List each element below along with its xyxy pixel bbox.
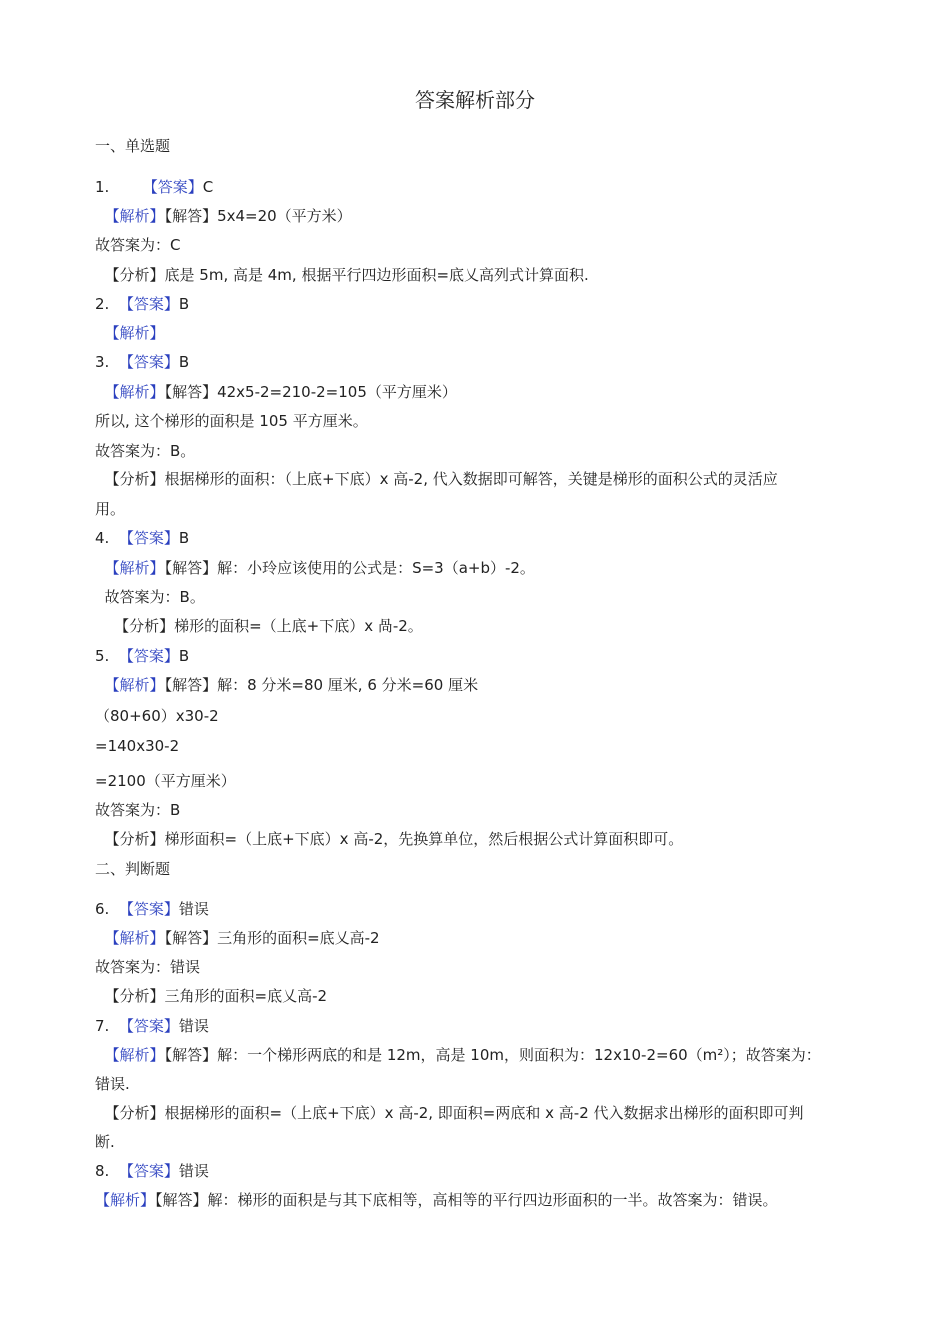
line-text: 4. [95,529,119,547]
answer-tag: 【解析】 [104,324,165,342]
answer-tag: 【答案】 [118,529,179,547]
line-content: 错误 [178,900,209,918]
line-text: =2100（平方厘米） [95,772,236,790]
text-line [95,706,219,726]
answer-tag: 【答案】 [118,353,179,371]
line-text: 所以, 这个梯形的面积是 105 平方厘米。 [95,412,368,430]
text-line [95,265,589,285]
answer-tag: 【解析】 [104,559,165,577]
line-content: B [178,529,190,547]
line-text: 故答案为：B。 [95,442,196,460]
line-text: 【分析】梯形面积=（上底+下底）x 高-2，先换算单位，然后根据公式计算面积即可。 [95,830,684,848]
answer-tag: 【解析】 [104,383,165,401]
text-line [95,957,200,977]
line-content: C [202,178,214,196]
line-text: 【分析】三角形的面积=底乂高-2 [95,987,328,1005]
line-content: 【解答】解：8 分米=80 厘米, 6 分米=60 厘米 [164,676,479,694]
answer-tag: 【解析】 [104,207,165,225]
answer-tag: 【答案】 [118,1162,179,1180]
answer-tag: 【解析】 [95,1191,156,1209]
text-line [95,469,778,489]
text-line [95,928,380,948]
line-content: 【解答】三角形的面积=底乂高-2 [164,929,380,947]
line-text: 故答案为：B [95,801,181,819]
text-line [95,1132,115,1152]
line-text [95,676,105,694]
text-line [95,136,170,156]
line-content: 【解答】5x4=20（平方米） [164,207,352,225]
text-line [95,411,368,431]
line-text: 二、判断题 [95,860,171,878]
answer-tag: 【答案】 [118,295,179,313]
line-text [95,559,105,577]
answer-tag: 【答案】 [142,178,203,196]
line-text [95,1046,105,1064]
line-text: 一、单选题 [95,137,171,155]
text-line [95,587,205,607]
line-text: 【分析】梯形的面积=（上底+下底）x 咼-2。 [95,617,423,635]
answer-tag: 【答案】 [118,647,179,665]
text-line [95,829,683,849]
text-line [95,528,189,548]
text-line [95,499,125,519]
line-text: 3. [95,353,119,371]
line-text [95,929,105,947]
text-line [95,441,195,461]
text-line [95,1103,804,1123]
line-text: 【分析】底是 5m, 高是 4m, 根据平行四边形面积=底乂高列式计算面积. [95,266,589,284]
answer-tag: 【解析】 [104,676,165,694]
answer-tag: 【解析】 [104,929,165,947]
text-line [95,646,189,666]
line-text: 7. [95,1017,119,1035]
text-line [95,558,535,578]
text-line [95,1161,209,1181]
text-line [95,736,179,756]
answer-tag: 【答案】 [118,1017,179,1035]
line-content: 【解答】42x5-2=210-2=105（平方厘米） [164,383,457,401]
line-text: 5. [95,647,119,665]
line-content: B [178,353,190,371]
line-text: 8. [95,1162,119,1180]
text-line [95,1016,209,1036]
text-line [95,177,213,197]
line-content: B [178,295,190,313]
text-line [95,206,352,226]
line-text: 断. [95,1133,115,1151]
line-text: 故答案为：C [95,236,181,254]
line-content: 错误 [178,1017,209,1035]
text-line [95,675,478,695]
line-text: 【分析】根据梯形的面积=（上底+下底）x 高-2, 即面积=两底和 x 高-2 代入数据求出梯形的面积即可判 [95,1104,804,1122]
text-line [95,899,209,919]
text-line [95,1074,130,1094]
line-content: B [178,647,190,665]
text-line [95,800,180,820]
text-line [95,352,189,372]
line-text: 6. [95,900,119,918]
line-text: （80+60）x30-2 [95,707,219,725]
text-line [95,235,180,255]
text-line [95,1190,778,1210]
line-text: 【分析】根据梯形的面积：（上底+下底）x 高-2, 代入数据即可解答，关键是梯形的面积公式的灵活应 [95,470,778,488]
line-text: 2. [95,295,119,313]
line-content: 【解答】解：梯形的面积是与其下底相等，高相等的平行四边形面积的一半。故答案为：错误。 [155,1191,778,1209]
text-line [95,323,165,343]
line-text [95,383,105,401]
line-text: =140x30-2 [95,737,180,755]
line-text [95,324,105,342]
text-line [95,616,423,636]
text-line [95,1045,821,1065]
line-content: 【解答】解：小玲应该使用的公式是：S=3（a+b）-2。 [164,559,535,577]
line-text: 用。 [95,500,126,518]
line-text [95,207,105,225]
text-line [95,294,189,314]
line-text: 故答案为：错误 [95,958,201,976]
line-text: 错误. [95,1075,130,1093]
line-text: 故答案为：B。 [95,588,205,606]
line-content: 【解答】解：一个梯形两底的和是 12m，高是 10m，则面积为：12x10-2=60（m²）；故答案为： [164,1046,821,1064]
text-line [95,986,327,1006]
answer-tag: 【解析】 [104,1046,165,1064]
text-line [95,859,170,879]
line-content: 错误 [178,1162,209,1180]
text-line [95,771,236,791]
line-text: 1. [95,178,143,196]
answer-tag: 【答案】 [118,900,179,918]
page-title: 答案解析部分 [415,88,535,112]
text-line [95,382,457,402]
